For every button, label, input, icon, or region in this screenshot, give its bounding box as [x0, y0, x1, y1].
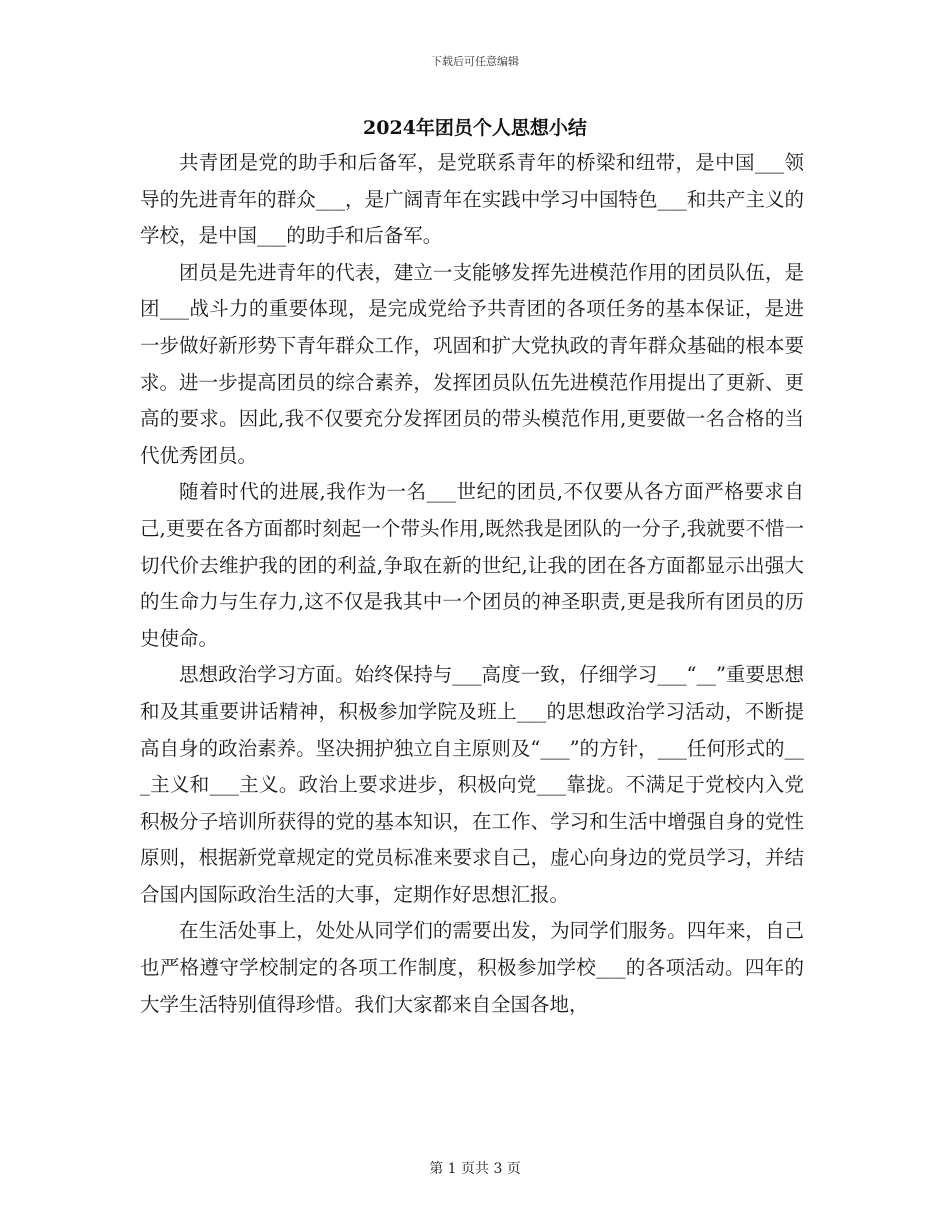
paragraph-1: 共青团是党的助手和后备军，是党联系青年的桥梁和纽带，是中国___领导的先进青年的群众___，是广阔青年在实践中学习中国特色___和共产主义的学校，是中国___的助手和后备军。: [140, 151, 804, 248]
paragraph-4: 思想政治学习方面。始终保持与___高度一致，仔细学习___“__”重要思想和及其重要讲话精神，积极参加学院及班上___的思想政治学习活动，不断提高自身的政治素养。坚决拥护独立自主原则及“___”的方针，___任何形式的___主义和___主义。政治上要求进步，积极向党___靠拢。不满足于党校内入党积极分子培训所获得的党的基本知识，在工作、学习和生活中增强自身的党性原则，根据新党章规定的党员标准来要求自己，虚心向身边的党员学习，并结合国内国际政治生活的大事，定期作好思想汇报。: [140, 663, 804, 906]
header-note: 下载后可任意编辑: [431, 55, 519, 68]
paragraph-5: 在生活处事上，处处从同学们的需要出发，为同学们服务。四年来，自己也严格遵守学校制定的各项工作制度，积极参加学校___的各项活动。四年的大学生活特别值得珍惜。我们大家都来自全国各地，: [140, 919, 804, 1016]
paragraph-2: 团员是先进青年的代表，建立一支能够发挥先进模范作用的团员队伍，是团___战斗力的重要体现，是完成党给予共青团的各项任务的基本保证，是进一步做好新形势下青年群众工作，巩固和扩大党执政的青年群众基础的根本要求。进一步提高团员的综合素养，发挥团员队伍先进模范作用提出了更新、更高的要求。因此,我不仅要充分发挥团员的带头模范作用,更要做一名合格的当代优秀团员。: [140, 260, 804, 467]
page-number-footer: 第 1 页共 3 页: [429, 1161, 521, 1177]
paragraph-3: 随着时代的进展,我作为一名___世纪的团员,不仅要从各方面严格要求自己,更要在各方面都时刻起一个带头作用,既然我是团队的一分子,我就要不惜一切代价去维护我的团的利益,争取在新的世纪,让我的团在各方面都显示出强大的生命力与生存力,这不仅是我其中一个团员的神圣职责,更是我所有团员的历史使命。: [140, 480, 804, 650]
document-title: 2024年团员个人思想小结: [363, 117, 587, 139]
document-body: [140, 145, 804, 1023]
